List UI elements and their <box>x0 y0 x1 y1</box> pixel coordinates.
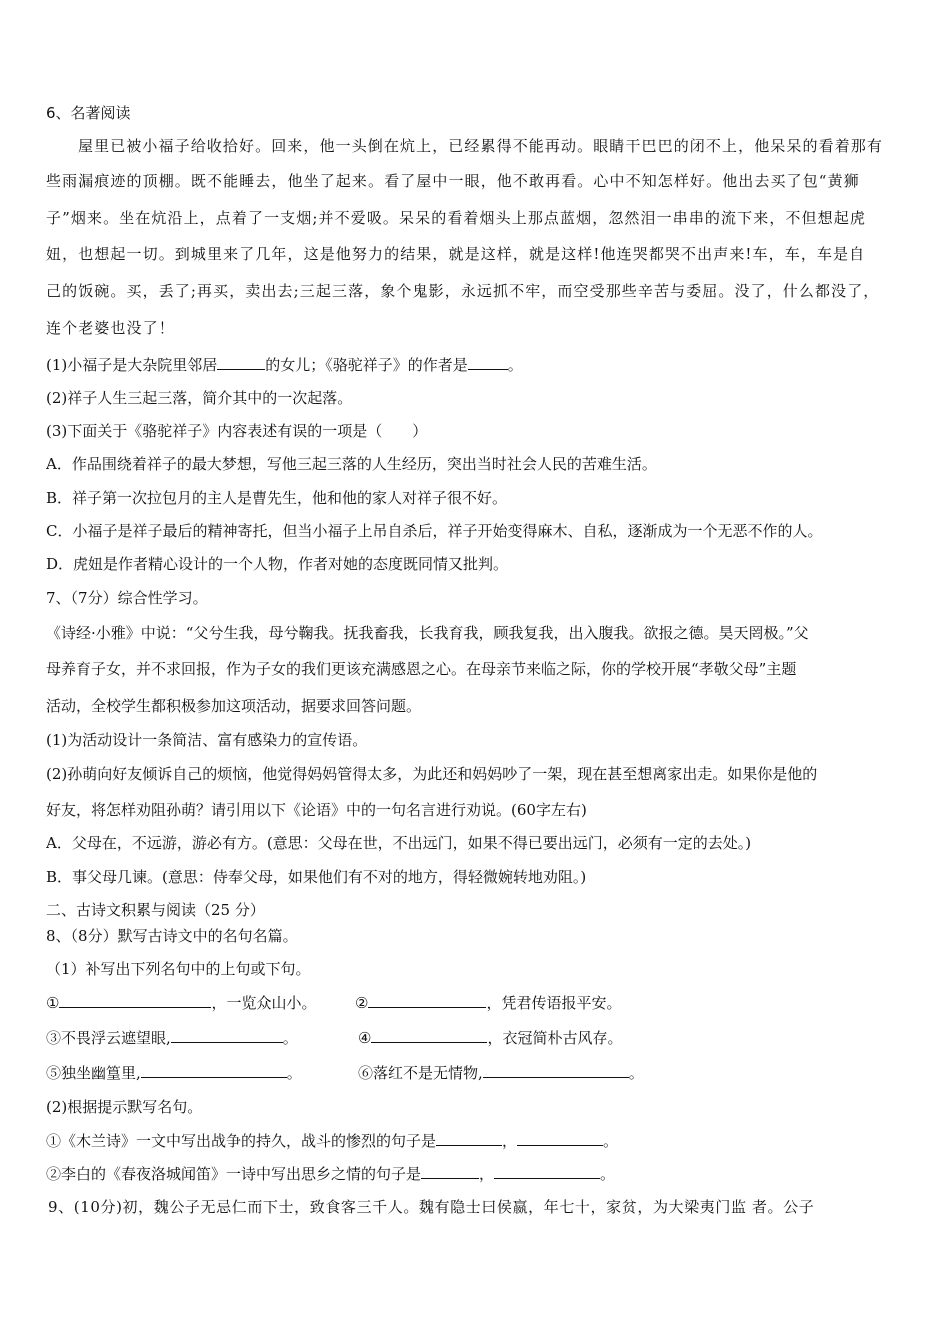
q7-intro-line: 母养育子女，并不求回报，作为子女的我们更该充满感恩之心。在母亲节来临之际，你的学校开展“孝敬父母”主题 <box>46 660 797 678</box>
q6-passage-line: 些雨漏痕迹的顶棚。既不能睡去，他坐了起来。看了屋中一眼，他不敢再看。心中不知怎样好。他出去买了包“黄狮 <box>46 172 860 190</box>
section-heading: 二、古诗文积累与阅读（25 分） <box>46 901 265 919</box>
q6-title: 6、名著阅读 <box>46 104 131 122</box>
q6-option-b: B．祥子第一次拉包月的主人是曹先生，他和他的家人对祥子很不好。 <box>46 489 508 507</box>
prompt-text: ， <box>502 1132 518 1150</box>
q7-title: 7、（7分）综合性学习。 <box>46 589 208 607</box>
answer-blank[interactable] <box>494 1163 600 1179</box>
q8-sub2: (2)根据提示默写名句。 <box>46 1098 203 1116</box>
q6-passage-line: 子”烟来。坐在炕沿上，点着了一支烟;并不爱吸。呆呆的看着烟头上那点蓝烟，忽然泪一串串的流下来，不但想起虎 <box>46 209 866 227</box>
q6-sub2: (2)祥子人生三起三落，简介其中的一次起落。 <box>46 389 353 407</box>
blank-prefix: ② <box>355 994 369 1012</box>
answer-blank[interactable] <box>421 1163 479 1179</box>
prompt-text: 。 <box>603 1132 619 1150</box>
q7-intro-line: 《诗经·小雅》中说：“父兮生我，母兮鞠我。抚我畜我，长我育我，顾我复我，出入腹我。欲报之德。昊天罔极。”父 <box>46 624 809 642</box>
q6-option-a: A．作品围绕着祥子的最大梦想，写他三起三落的人生经历，突出当时社会人民的苦难生活。 <box>46 455 657 473</box>
q7-intro-line: 活动，全校学生都积极参加这项活动，据要求回答问题。 <box>46 697 422 715</box>
q9-line: 9、(10分)初，魏公子无忌仁而下士，致食客三千人。魏有隐士曰侯嬴，年七十，家贫，为大梁夷门监 者。公子 <box>48 1198 815 1216</box>
prompt-text: ②李白的《春夜洛城闻笛》一诗中写出思乡之情的句子是 <box>46 1165 422 1183</box>
prompt-text: 。 <box>600 1165 616 1183</box>
q6-passage-line: 屋里已被小福子给收拾好。回来，他一头倒在炕上，已经累得不能再动。眼睛干巴巴的闭不上，他呆呆的看着那有 <box>78 137 884 155</box>
q6-option-c: C．小福子是祥子最后的精神寄托，但当小福子上吊自杀后，祥子开始变得麻木、自私，逐渐成为一个无恶不作的人。 <box>46 522 823 540</box>
q8-row2-right <box>358 1027 622 1048</box>
blank-prefix: ① <box>46 994 60 1012</box>
q7-option-a: A．父母在，不远游，游必有方。(意思：父母在世，不出远门，如果不得已要出远门，必须有一定的去处。) <box>46 834 752 852</box>
blank-suffix: 。 <box>286 1064 302 1082</box>
blank-suffix: ，凭君传语报平安。 <box>486 994 622 1012</box>
answer-blank[interactable] <box>436 1130 502 1146</box>
q8-row1-left <box>46 992 316 1013</box>
q8-prompt-1 <box>46 1130 908 1151</box>
q8-row3-right <box>358 1062 644 1083</box>
q7-option-b: B．事父母几谏。(意思：侍奉父母，如果他们有不对的地方，得轻微婉转地劝阻。) <box>46 868 587 886</box>
answer-blank[interactable] <box>517 1130 603 1146</box>
prompt-text: ， <box>479 1165 495 1183</box>
q8-sub1: （1）补写出下列名句中的上句或下句。 <box>46 960 311 978</box>
q8-row3-left <box>46 1062 302 1083</box>
answer-blank[interactable] <box>217 354 265 370</box>
q6-sub1-text: (1)小福子是大杂院里邻居 <box>46 356 218 374</box>
q6-sub3: (3)下面关于《骆驼祥子》内容表述有误的一项是（ ） <box>46 422 428 440</box>
q6-passage-line: 连个老婆也没了！ <box>46 319 175 337</box>
q6-passage-line: 妞，也想起一切。到城里来了几年，这是他努力的结果，就是这样，就是这样!他连哭都哭不出声来!车，车，车是自 <box>46 245 866 263</box>
q7-sub1: (1)为活动设计一条简洁、富有感染力的宣传语。 <box>46 731 368 749</box>
blank-prefix: ⑤独坐幽篁里, <box>46 1064 141 1082</box>
q6-sub1-text: 的女儿；《骆驼祥子》的作者是 <box>265 356 468 374</box>
q7-sub2-line: 好友，将怎样劝阻孙萌？请引用以下《论语》中的一句名言进行劝说。(60字左右) <box>46 801 587 819</box>
answer-blank[interactable] <box>141 1062 287 1078</box>
q8-row1-right <box>355 992 621 1013</box>
answer-blank[interactable] <box>468 354 508 370</box>
q6-passage-line: 己的饭碗。买，丢了;再买，卖出去;三起三落，象个鬼影，永远抓不牢，而空受那些辛苦与委屈。没了，什么都没了， <box>46 282 880 300</box>
blank-prefix: ③不畏浮云遮望眼, <box>46 1029 171 1047</box>
q6-sub1 <box>46 354 908 375</box>
q6-sub1-text: 。 <box>507 356 523 374</box>
blank-suffix: 。 <box>282 1029 298 1047</box>
blank-suffix: ，一览众山小。 <box>211 994 317 1012</box>
answer-blank[interactable] <box>483 1062 629 1078</box>
q7-sub2-line: (2)孙萌向好友倾诉自己的烦恼，他觉得妈妈管得太多，为此还和妈妈吵了一架，现在甚至想离家出走。如果你是他的 <box>46 765 818 783</box>
q8-row2-left <box>46 1027 298 1048</box>
q6-option-d: D．虎妞是作者精心设计的一个人物，作者对她的态度既同情又批判。 <box>46 555 509 573</box>
prompt-text: ①《木兰诗》一文中写出战争的持久，战斗的惨烈的句子是 <box>46 1132 437 1150</box>
blank-suffix: ，衣冠简朴古风存。 <box>487 1029 623 1047</box>
answer-blank[interactable] <box>371 1027 487 1043</box>
q8-prompt-2 <box>46 1163 908 1184</box>
answer-blank[interactable] <box>171 1027 283 1043</box>
q8-title: 8、（8分）默写古诗文中的名句名篇。 <box>46 927 298 945</box>
blank-suffix: 。 <box>628 1064 644 1082</box>
answer-blank[interactable] <box>368 992 486 1008</box>
answer-blank[interactable] <box>59 992 211 1008</box>
blank-prefix: ④ <box>358 1029 372 1047</box>
blank-prefix: ⑥落红不是无情物, <box>358 1064 483 1082</box>
